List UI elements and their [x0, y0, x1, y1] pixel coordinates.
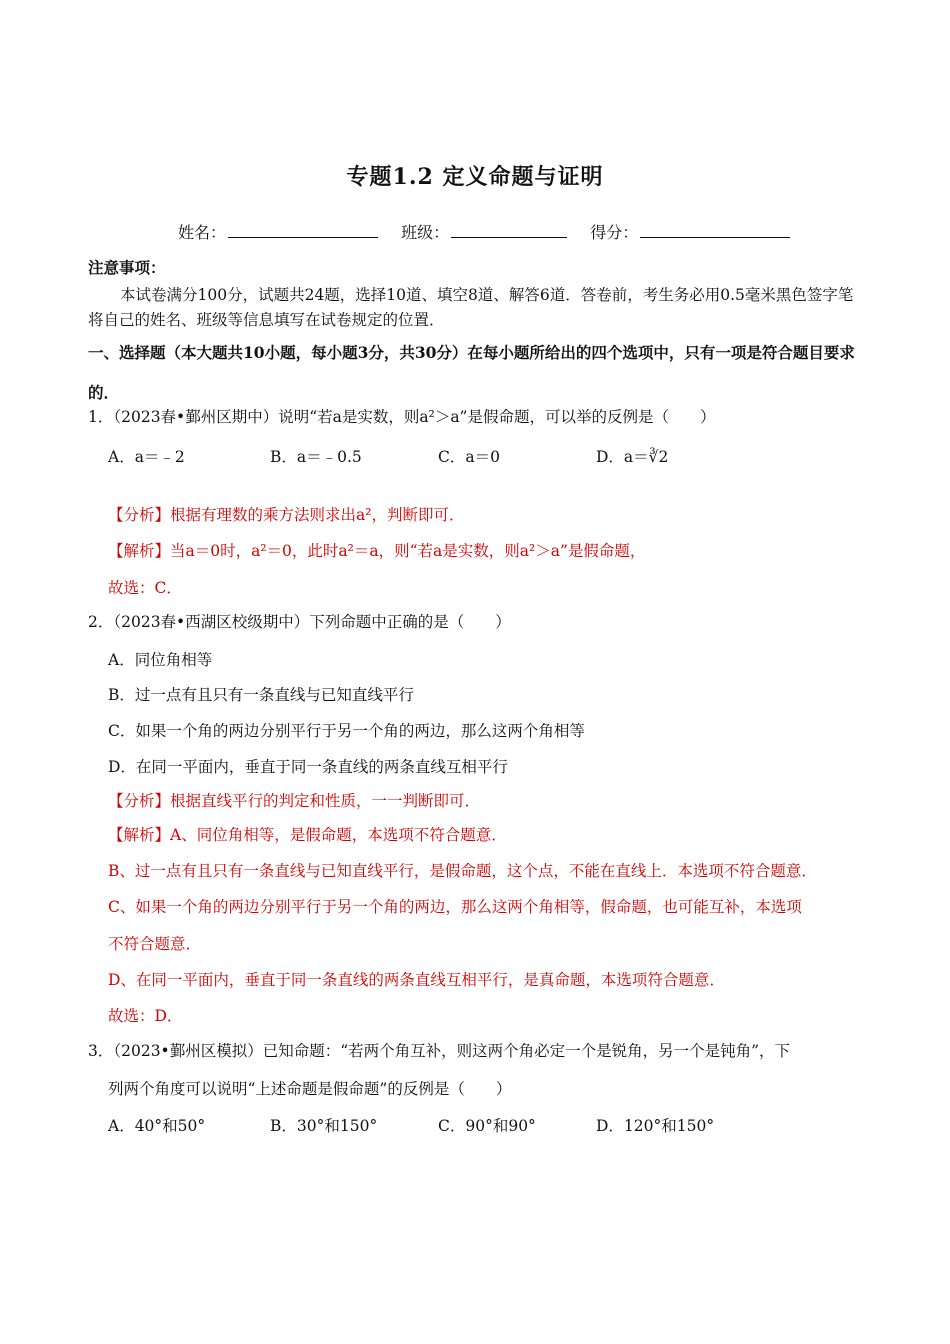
- question-3-option-a[interactable]: A．40°和50°: [108, 1117, 206, 1135]
- question-1-option-c[interactable]: C．a＝0: [438, 448, 500, 466]
- question-2-option-a[interactable]: A．同位角相等: [108, 651, 213, 669]
- question-2-solution-line: B、过一点有且只有一条直线与已知直线平行，是假命题，这个点，不能在直线上．本选项不符合题意．: [108, 862, 817, 880]
- student-info-row: [178, 220, 790, 243]
- question-2-stem: 2．（2023春•西湖区校级期中）下列命题中正确的是（ ）: [88, 613, 511, 631]
- name-label: 姓名：: [178, 223, 227, 242]
- question-2-analysis: 【分析】根据直线平行的判定和性质，一一判断即可．: [108, 792, 481, 810]
- question-1-option-b[interactable]: B．a＝﹣0.5: [270, 448, 362, 466]
- question-2-solution-line: D、在同一平面内，垂直于同一条直线的两条直线互相平行，是真命题，本选项符合题意．: [108, 971, 725, 989]
- class-blank[interactable]: [451, 223, 567, 238]
- question-3-option-d[interactable]: D．120°和150°: [596, 1117, 715, 1135]
- page-title: 专题1.2 定义命题与证明: [346, 164, 604, 190]
- question-1-solution: 【解析】当a＝0时，a²＝0，此时a²＝a，则“若a是实数，则a²＞a”是假命题，: [108, 542, 646, 560]
- question-3-stem-line-2: 列两个角度可以说明“上述命题是假命题”的反例是（ ）: [108, 1080, 512, 1098]
- notice-body: 本试卷满分100分，试题共24题，选择10道、填空8道、解答6道．答卷前，考生务必用0.5毫米黑色签字笔将自己的姓名、班级等信息填写在试卷规定的位置．: [88, 286, 854, 329]
- question-3-option-b[interactable]: B．30°和150°: [270, 1117, 378, 1135]
- question-2-option-b[interactable]: B．过一点有且只有一条直线与已知直线平行: [108, 686, 414, 704]
- question-2-solution-line: C、如果一个角的两边分别平行于另一个角的两边，那么这两个角相等，假命题，也可能互补，本选项: [108, 898, 802, 916]
- section-heading: 一、选择题（本大题共10小题，每小题3分，共30分）在每小题所给出的四个选项中，只有一项是符合题目要求的．: [88, 343, 855, 402]
- question-2-solution-line: 【解析】A、同位角相等，是假命题，本选项不符合题意．: [108, 826, 507, 844]
- question-1-answer: 故选：C．: [108, 579, 182, 597]
- question-2-answer: 故选：D．: [108, 1007, 183, 1025]
- question-1-analysis: 【分析】根据有理数的乘方法则求出a²，判断即可．: [108, 506, 465, 524]
- question-3-option-c[interactable]: C．90°和90°: [438, 1117, 536, 1135]
- question-1-option-a[interactable]: A．a＝﹣2: [108, 448, 185, 466]
- name-blank[interactable]: [228, 223, 378, 238]
- question-2-option-d[interactable]: D．在同一平面内，垂直于同一条直线的两条直线互相平行: [108, 758, 508, 776]
- question-1-stem: 1．（2023春•鄞州区期中）说明“若a是实数，则a²＞a”是假命题，可以举的反例是（ ）: [88, 408, 716, 426]
- question-2-option-c[interactable]: C．如果一个角的两边分别平行于另一个角的两边，那么这两个角相等: [108, 722, 585, 740]
- question-3-stem-line-1: 3．（2023•鄞州区模拟）已知命题：“若两个角互补，则这两个角必定一个是锐角，另一个是钝角”，下: [88, 1042, 791, 1060]
- score-label: 得分：: [590, 223, 639, 242]
- notice-heading: 注意事项：: [88, 258, 166, 277]
- question-1-option-d[interactable]: D．a＝∛2: [596, 448, 669, 466]
- score-blank[interactable]: [640, 223, 790, 238]
- class-label: 班级：: [401, 223, 450, 242]
- question-2-solution-line: 不符合题意．: [108, 935, 202, 953]
